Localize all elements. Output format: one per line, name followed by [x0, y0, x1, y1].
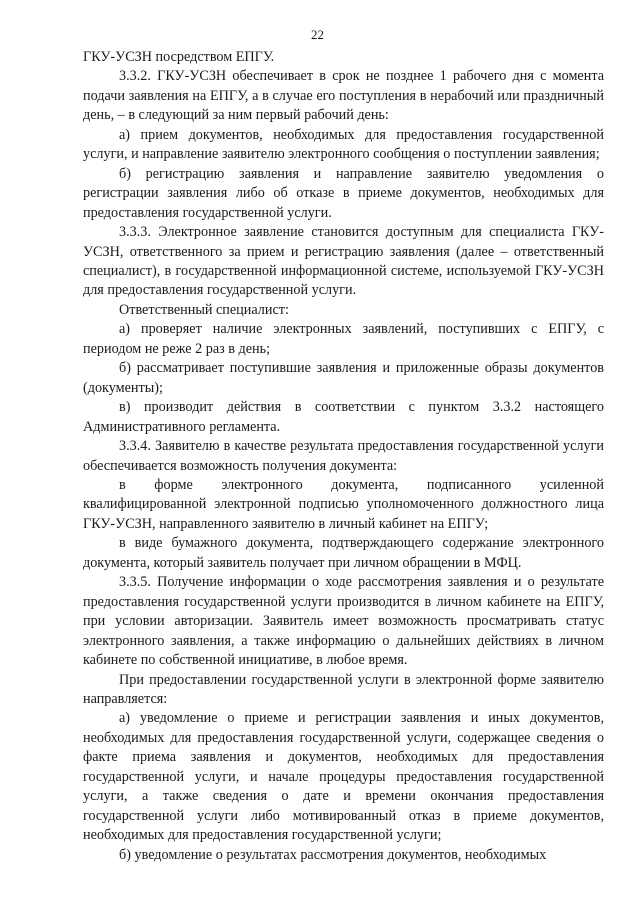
- paragraph-paper-document: в виде бумажного документа, подтверждающего содержание электронного документа, который заявитель получает при личном обращении в МФЦ.: [83, 535, 604, 571]
- paragraph-electronic-document: в форме электронного документа, подписанного усиленной квалифицированной электронной подписью уполномоченного должностного лица ГКУ-УСЗН, направленного заявителю в личный кабинет на ЕПГУ;: [83, 476, 604, 532]
- paragraph-electronic-form: При предоставлении государственной услуги в электронной форме заявителю направляется:: [83, 671, 604, 707]
- paragraph-item-a: а) проверяет наличие электронных заявлений, поступивших с ЕПГУ, с периодом не реже 2 раз в день;: [83, 321, 604, 357]
- paragraph-item-c: в) производит действия в соответствии с пунктом 3.3.2 настоящего Административного регламента.: [83, 399, 604, 435]
- paragraph-item-a: а) уведомление о приеме и регистрации заявления и иных документов, необходимых для предоставления государственной услуги, содержащее сведения о факте приема заявления и документов, необходимых для предоставления государственной услуги, и начале процедуры предоставления государственной услуги, а также сведения о дате и времени окончания предоставления государственной услуги либо мотивированный отказ в приеме документов, необходимых для предоставления государственной услуги;: [83, 710, 604, 844]
- paragraph-3-3-5: 3.3.5. Получение информации о ходе рассмотрения заявления и о результате предоставления государственной услуги производится в личном кабинете на ЕПГУ, при условии авторизации. Заявитель имеет возможность просматривать статус электронного заявления, а также информацию о дальнейших действиях в личном кабинете по собственной инициативе, в любое время.: [83, 574, 604, 669]
- paragraph-responsible-specialist: Ответственный специалист:: [119, 301, 289, 318]
- paragraph-item-a: а) прием документов, необходимых для предоставления государственной услуги, и направление заявителю электронного сообщения о поступлении заявления;: [83, 126, 604, 163]
- paragraph-3-3-3: 3.3.3. Электронное заявление становится доступным для специалиста ГКУ-УСЗН, ответственного за прием и регистрацию заявления (далее – ответственный специалист), в государственной информационной системе, используемой ГКУ-УСЗН для предоставления государственной услуги.: [83, 224, 604, 299]
- paragraph-item-b: б) регистрацию заявления и направление заявителю уведомления о регистрации заявления либо об отказе в приеме документов, необходимых для предоставления государственной услуги.: [83, 165, 604, 221]
- page-number: 22: [311, 27, 324, 42]
- paragraph-3-3-2: 3.3.2. ГКУ-УСЗН обеспечивает в срок не позднее 1 рабочего дня с момента подачи заявления на ЕПГУ, а в случае его поступления в нерабочий или праздничный день, – в следующий за ним первый рабочий день:: [83, 68, 604, 124]
- document-text: [83, 48, 604, 865]
- paragraph: ГКУ-УСЗН посредством ЕПГУ.: [83, 49, 275, 65]
- paragraph-item-b: б) рассматривает поступившие заявления и приложенные образы документов (документы);: [83, 360, 604, 396]
- paragraph-item-b: б) уведомление о результатах рассмотрения документов, необходимых: [119, 846, 547, 863]
- paragraph-3-3-4: 3.3.4. Заявителю в качестве результата предоставления государственной услуги обеспечивается возможность получения документа:: [83, 438, 604, 474]
